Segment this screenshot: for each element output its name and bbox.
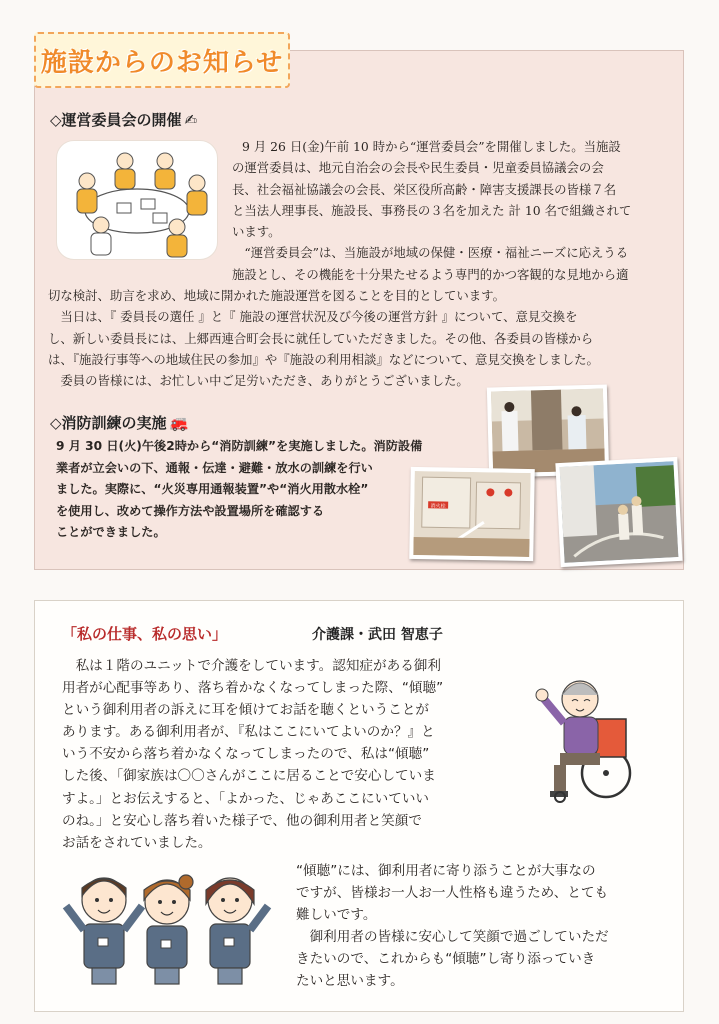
text-line: います。 <box>232 224 281 240</box>
photo-hose-training <box>555 457 682 567</box>
text-line: お話をされていました。 <box>62 834 212 851</box>
text-line: 9 月 30 日(火)午後2時から“消防訓練”を実施しました。消防設備 <box>56 439 423 453</box>
fire-heading-row <box>50 412 188 433</box>
pencil-hand-icon: ✍ <box>184 111 198 129</box>
text-line: あります。ある御利用者が、『私はここにいてよいのか？』と <box>62 724 435 741</box>
section-title: 施設からのお知らせ <box>40 47 284 78</box>
text-line: ことができました。 <box>56 525 166 539</box>
fire-truck-icon: 🚒 <box>169 414 189 432</box>
column-paragraph-2 <box>296 860 666 993</box>
wheelchair-illustration <box>530 665 640 805</box>
column-author: 介護課・武田 智恵子 <box>312 627 443 643</box>
text-line: “傾聴”には、御利用者に寄り添うことが大事なの <box>296 863 596 879</box>
text-line: 施設とし、その機能を十分果たせるよう専門的かつ客観的な見地から適 <box>232 266 629 282</box>
text-line: という御利用者の訴えに耳を傾けてお話を聴くということが <box>62 702 430 719</box>
text-line: のね。」と安心し落ち着いた様子で、他の御利用者と笑顔で <box>62 812 422 829</box>
staff-svg <box>62 860 272 990</box>
wheelchair-svg <box>530 665 640 805</box>
column-title: 「私の仕事、私の思い」 <box>62 625 228 643</box>
text-line: を使用し、改めて操作方法や設置場所を確認する <box>56 503 325 518</box>
text-line: 委員の皆様には、お忙しい中ご足労いただき、ありがとうございました。 <box>48 373 469 389</box>
text-line: 難しいです。 <box>296 907 377 924</box>
text-line: たいと思います。 <box>296 973 404 990</box>
photo-fire-hydrant-cabinet <box>409 467 535 561</box>
text-line: し、新しい委員長には、上郷西連合町会長に就任していただきました。その他、各委員の皆様から <box>48 330 594 346</box>
text-line: 業者が立会いの下、通報・伝達・避難・放水の訓練を行い <box>56 460 373 475</box>
text-line: 御利用者の皆様に安心して笑顔で過ごしていただ <box>296 929 609 946</box>
meeting-illustration <box>56 140 218 260</box>
text-line: 用者が心配事等あり、落ち着かなくなってしまった際、“傾聴” <box>62 680 444 697</box>
text-line: 私は１階のユニットで介護をしています。認知症がある御利 <box>62 658 441 674</box>
text-line: 切な検討、助言を求め、地域に開かれた施設運営を図ることを目的としています。 <box>48 288 505 303</box>
meeting-paragraph-2 <box>48 285 678 391</box>
text-line: 長、社会福祉協議会の会長、栄区役所高齢・障害支援課長の皆様７名 <box>232 181 617 197</box>
text-line: 9 月 26 日(金)午前 10 時から“運営委員会”を開催しました。当施設 <box>242 139 621 154</box>
text-line: すよ。」とお伝えすると、「よかった、じゃあここにいていい <box>62 790 430 807</box>
text-line: “運営委員会”は、当施設が地域の保健・医療・福祉ニーズに応えうる <box>232 245 629 261</box>
text-line: した後、「御家族は〇〇さんがここに居ることで安心していま <box>62 768 436 785</box>
staff-illustration <box>62 860 272 990</box>
text-line: は、『施設行事等への地域住民の参加』や『施設の利用相談』などについて、意見交換をしました。 <box>48 351 599 367</box>
meeting-illustration-svg <box>57 141 217 259</box>
text-line: きたいので、これからも“傾聴”し寄り添っていき <box>296 951 596 968</box>
cabinet-label: 消火栓 <box>430 503 446 510</box>
text-line: いう不安から落ち着かなくなってしまったので、私は“傾聴” <box>62 746 430 763</box>
meeting-paragraph-1 <box>232 136 672 285</box>
text-line: と当法人理事長、施設長、事務長の３名を加えた 計 10 名で組織されて <box>232 202 632 218</box>
text-line: ですが、皆様お一人お一人性格も違うため、とても <box>296 885 609 902</box>
meeting-heading: ◇運営委員会の開催 <box>50 111 182 129</box>
fire-paragraph <box>56 436 456 544</box>
text-line: 当日は、『 委員長の選任 』と『 施設の運営状況及び今後の運営方針 』について、意見交換を <box>48 309 578 325</box>
text-line: ました。実際に、“火災専用通報装置”や“消火用散水栓” <box>56 482 369 496</box>
text-line: の運営委員は、地元自治会の会長や民生委員・児童委員協議会の会 <box>232 160 604 176</box>
meeting-heading-row <box>50 109 197 130</box>
section-title-tab <box>34 32 290 88</box>
fire-heading: ◇消防訓練の実施 <box>50 414 167 432</box>
photo-cabinet-svg <box>413 471 530 557</box>
photo-hose-svg <box>560 461 679 563</box>
column-paragraph-1 <box>62 655 522 854</box>
